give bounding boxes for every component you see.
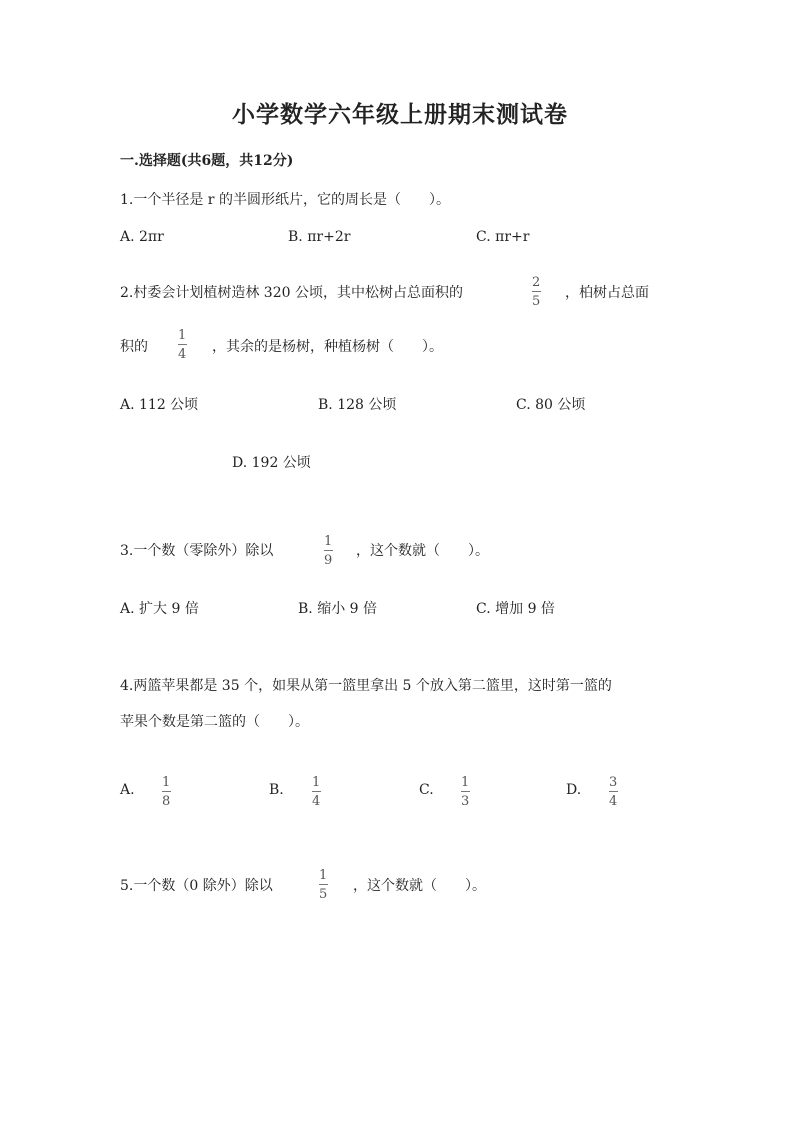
page-title: 小学数学六年级上册期末测试卷 (232, 101, 568, 128)
question-2-option-d[interactable]: D. 192 公顷 (232, 455, 311, 471)
question-3-option-c[interactable]: C. 增加 9 倍 (476, 601, 555, 617)
question-3-option-a[interactable]: A. 扩大 9 倍 (120, 601, 199, 617)
fraction-denominator: 5 (532, 294, 541, 309)
question-4-option-c-label[interactable]: C. (419, 782, 434, 798)
fraction-denominator: 4 (609, 794, 618, 809)
question-1-option-a[interactable]: A. 2πr (120, 229, 164, 245)
question-1-stem: 1.一个半径是 r 的半圆形纸片，它的周长是（ ）。 (120, 192, 450, 208)
question-1-option-c[interactable]: C. πr+r (476, 229, 530, 245)
question-4-option-d-label[interactable]: D. (566, 782, 582, 798)
question-4-option-a-label[interactable]: A. (120, 782, 135, 798)
fraction-denominator: 8 (162, 794, 171, 809)
fraction-numerator: 1 (319, 868, 328, 883)
question-2-option-a[interactable]: A. 112 公顷 (120, 397, 199, 413)
fraction-denominator: 4 (312, 794, 321, 809)
question-3-stem-part-1: 3.一个数（零除外）除以 (120, 543, 274, 559)
section-heading: 一.选择题(共6题，共12分) (120, 153, 294, 169)
question-5-stem-part-2: ，这个数就（ ）。 (353, 878, 486, 894)
fraction-numerator: 2 (532, 275, 541, 290)
fraction-numerator: 1 (312, 775, 321, 790)
question-3-option-b[interactable]: B. 缩小 9 倍 (298, 601, 377, 617)
question-3-fraction (323, 535, 333, 567)
question-2-option-c[interactable]: C. 80 公顷 (516, 397, 586, 413)
question-5-fraction (318, 869, 328, 901)
fraction-denominator: 5 (319, 887, 328, 902)
question-2-option-b[interactable]: B. 128 公顷 (318, 397, 397, 413)
fraction-numerator: 1 (162, 775, 171, 790)
fraction-numerator: 1 (461, 775, 470, 790)
question-4-option-b-fraction[interactable] (311, 776, 321, 808)
question-2-stem-part-2: ，柏树占总面 (565, 285, 649, 301)
fraction-numerator: 1 (178, 328, 187, 343)
question-4-option-b-label[interactable]: B. (269, 782, 284, 798)
question-5-stem-part-1: 5.一个数（0 除外）除以 (120, 878, 273, 894)
question-2-stem-part-1: 2.村委会计划植树造林 320 公顷，其中松树占总面积的 (120, 285, 463, 301)
question-2-stem-part-3: 积的 (120, 339, 148, 355)
question-4-stem-line-2: 苹果个数是第二篮的（ ）。 (120, 714, 309, 730)
question-2-stem-part-4: ，其余的是杨树，种植杨树（ ）。 (212, 339, 443, 355)
question-4-option-d-fraction[interactable] (608, 776, 618, 808)
fraction-denominator: 9 (324, 553, 333, 568)
question-4-option-a-fraction[interactable] (161, 776, 171, 808)
question-1-option-b[interactable]: B. πr+2r (288, 229, 351, 245)
question-2-fraction-pine (531, 276, 541, 308)
fraction-denominator: 4 (178, 347, 187, 362)
fraction-numerator: 3 (609, 775, 618, 790)
question-2-fraction-cypress (177, 329, 187, 361)
fraction-denominator: 3 (461, 794, 470, 809)
question-4-option-c-fraction[interactable] (460, 776, 470, 808)
question-3-stem-part-2: ，这个数就（ ）。 (356, 543, 489, 559)
question-4-stem-line-1: 4.两篮苹果都是 35 个，如果从第一篮里拿出 5 个放入第二篮里，这时第一篮的 (120, 678, 612, 694)
fraction-numerator: 1 (324, 534, 333, 549)
